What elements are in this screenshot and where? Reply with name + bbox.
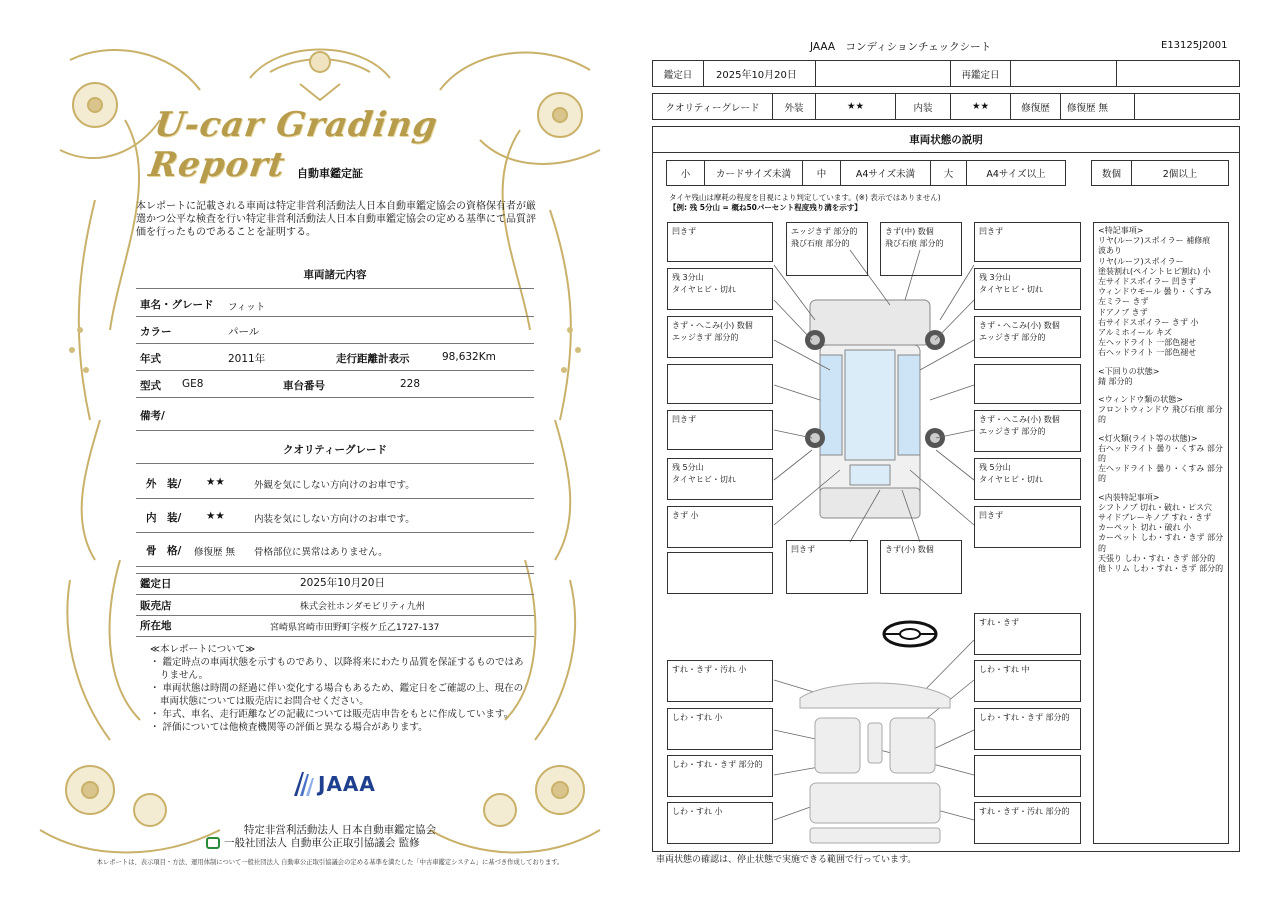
count-label: 数個 [1092,161,1132,185]
remark-line: <下回りの状態> [1098,366,1160,376]
remark-line: <内装特記事項> [1098,492,1160,502]
vehicle-section-title: 車両諸元内容 [303,269,367,281]
remark-line: リヤ(ルーフ)スポイラー 補修痕 [1098,236,1211,246]
remark-line: リヤ(ルーフ)スポイラー [1098,256,1184,266]
exterior-stars: ★★ [206,476,225,488]
ext-note-box: きず・へこみ(小) 数個 エッジきず 部分的 [667,316,773,358]
int-note-box: しわ・すれ 中 [974,660,1081,702]
frame-label: 骨 格/ [146,545,182,557]
remark-line: 他トリム しわ・すれ・きず 部分的 [1098,564,1224,574]
mileage-label: 走行距離計表示 [336,353,410,365]
notes-title: ≪本レポートについて≫ [150,644,256,655]
frame-desc: 骨格部位に異常はありません。 [254,547,388,558]
int-note-box: しわ・すれ・きず 部分的 [974,708,1081,750]
ext-note-box: きず・へこみ(小) 数個 エッジきず 部分的 [974,316,1081,358]
remark-line: 錆 部分的 [1098,376,1133,386]
name-value: フィット [228,302,266,313]
divider [136,430,534,431]
remark-line: シフトノブ 切れ・破れ・ピス穴 [1098,502,1213,512]
address-value: 宮崎県宮崎市田野町字桜ケ丘乙1727-137 [270,623,440,633]
int-note-box: しわ・すれ 小 [667,802,773,844]
int-note-box [974,755,1081,797]
ext-note-box: 凹きず [786,540,868,594]
remark-line [1098,426,1224,434]
ext-note-box: 残 5分山 タイヤヒビ・切れ [974,458,1081,500]
ext-note-box: 残 3分山 タイヤヒビ・切れ [667,268,773,310]
ext-note-box: 残 3分山 タイヤヒビ・切れ [974,268,1081,310]
remark-line: サイドブレーキノブ すれ・きず [1098,513,1212,523]
divider [136,288,534,289]
divider [136,463,534,464]
exterior-desc: 外観を気にしない方向けのお車です。 [254,480,415,491]
chassis-label: 車台番号 [283,380,325,392]
org-name-2-row [206,835,446,850]
date-label: 鑑定日 [140,578,172,590]
sheet-footer: 車両状態の確認は、停止状態で実施できる範囲で行っています。 [656,855,917,865]
interior-seat-diagram [790,678,960,848]
divider [136,532,534,533]
divider [136,343,534,344]
steering-wheel-icon [880,618,940,650]
jaaa-logo [292,770,376,798]
ext-note-box [974,364,1081,404]
remark-line: ウィンドウモール 曇り・くすみ [1098,287,1212,297]
mileage-value: 98,632Km [442,351,496,363]
remark-line: 右サイドスポイラー きず 小 [1098,317,1199,327]
divider [136,498,534,499]
reeval-label: 再鑑定日 [951,61,1011,86]
ext-note-box: きず(中) 数個 飛び石痕 部分的 [880,222,962,276]
ext-note-box: きず・へこみ(小) 数個 エッジきず 部分的 [974,410,1081,452]
divider [136,370,534,371]
color-value: パール [228,326,260,338]
remark-line: 右ヘッドライト 一部色褪せ [1098,348,1197,358]
divider [136,566,534,567]
divider [136,615,534,616]
year-label: 年式 [140,353,161,365]
remark-line: <ウィンドウ類の状態> [1098,395,1183,405]
int-value: ★★ [951,94,1011,119]
size-mid: 中 [803,161,841,185]
ext-note-box: きず(小) 数個 [880,540,962,594]
repair-label: 修復歴 [1011,94,1061,119]
tire-note-2: 【例: 残 5分山 = 概ね50パーセント程度残り溝を示す】 [669,203,862,212]
sheet-title: JAAA コンディションチェックシート [810,41,992,53]
int-note-box: すれ・きず・汚れ 部分的 [974,802,1081,844]
size-mid-desc: A4サイズ未満 [841,161,931,185]
note-item: ・ 評価については他検査機関等の評価と異なる場合があります。 [150,722,428,733]
ext-note-box: 凹きず [974,506,1081,548]
model-value: GE8 [182,378,204,390]
dealer-label: 販売店 [140,600,172,612]
date-label: 鑑定日 [653,61,704,86]
report-notes [150,643,530,734]
divider [136,636,534,637]
jaaa-emblem-icon [292,770,314,798]
remark-line: 左ヘッドライト 一部色褪せ [1098,338,1197,348]
remark-line: 左ミラー きず [1098,297,1149,307]
remark-line: <特記事項> [1098,226,1144,235]
remark-line: <灯火類(ライト等の状態)> [1098,433,1198,443]
interior-desc: 内装を気にしない方向けのお車です。 [254,514,415,525]
ext-note-box: 残 5分山 タイヤヒビ・切れ [667,458,773,500]
tire-note-1: タイヤ残山は摩耗の程度を目視により判定しています。(※) 表示ではありません) [669,193,941,202]
fair-trade-mark-icon [206,837,220,849]
ext-note-box: 凹きず [667,222,773,262]
remark-line: 天張り しわ・すれ・きず 部分的 [1098,553,1216,563]
remarks-list [1098,226,1224,574]
frame-value: 修復歴 無 [194,547,236,558]
ext-note-box: 凹きず [667,410,773,450]
remarks-label: 備考/ [140,410,165,422]
ext-note-box [667,552,773,594]
remark-line: アルミホイール キズ [1098,328,1172,338]
size-small: 小 [667,161,705,185]
org-name-2: 一般社団法人 自動車公正取引協議会 監修 [224,837,420,849]
script-title: U-car Grading Report [146,105,441,185]
ext-label: 外装 [773,94,816,119]
remark-line: 左ヘッドライト 曇り・くすみ 部分的 [1098,464,1223,484]
interior-stars: ★★ [206,510,225,522]
intro-text: 本レポートに記載される車両は特定非営利活動法人日本自動車鑑定協会の資格保有者が厳選かつ公平な検査を行い特定非営利活動法人日本自動車鑑定協会の定める基準にて品質評価を行ったものであることを証明する。 [136,201,536,238]
int-note-box: しわ・すれ 小 [667,708,773,750]
count-value: 2個以上 [1162,169,1198,180]
name-label: 車名・グレード [140,299,214,311]
doc-id: E13125J2001 [1161,40,1228,51]
int-note-box: すれ・きず [974,613,1081,655]
remark-line: カーペット しわ・すれ・きず 部分的 [1098,533,1224,553]
certificate-subtitle: 自動車鑑定証 [297,167,363,180]
ext-value: ★★ [816,94,896,119]
note-item: ・ 年式、車名、走行距離などの記載については販売店申告をもとに作成しています。 [150,709,514,720]
remark-line: ドアノブ きず [1098,307,1148,317]
repair-value: 修復歴 無 [1061,94,1135,119]
size-large: 大 [931,161,967,185]
int-label: 内装 [896,94,951,119]
ext-note-box: 凹きず [974,222,1081,262]
divider [136,573,534,574]
remark-line: 塗装割れ(ペイントヒビ割れ) 小 [1098,266,1211,276]
address-label: 所在地 [140,620,172,632]
model-label: 型式 [140,380,161,392]
divider [136,397,534,398]
color-label: カラー [140,326,172,338]
divider [136,594,534,595]
remark-line: フロントウィンドウ 飛び石痕 部分的 [1098,405,1223,425]
size-small-desc: カードサイズ未満 [705,161,803,185]
date-value: 2025年10月20日 [704,61,816,86]
org-name-1: 特定非営利活動法人 日本自動車鑑定協会 [243,824,437,836]
dealer-value: 株式会社ホンダモビリティ九州 [300,602,425,612]
divider [136,316,534,317]
remark-line [1098,387,1224,395]
note-item: ・ 鑑定時点の車両状態を示すものであり、以降将来にわたり品質を保証するものではありません。 [150,657,524,681]
remark-line: 右ヘッドライト 曇り・くすみ 部分的 [1098,443,1223,464]
remark-line: カーペット 切れ・破れ 小 [1098,523,1192,533]
year-value: 2011年 [228,353,266,365]
condition-check-sheet [640,0,1280,904]
ext-note-box: きず 小 [667,506,773,548]
remarks-box [1093,222,1229,844]
remark-line [1098,485,1224,493]
int-note-box: すれ・きず・汚れ 小 [667,660,773,702]
section-title: 車両状態の説明 [652,126,1240,153]
ext-note-box: エッジきず 部分的 飛び石痕 部分的 [786,222,868,276]
exterior-label: 外 装/ [146,478,182,490]
remark-line: 波あり [1098,246,1122,256]
interior-label: 内 装/ [146,512,182,524]
jaaa-logo-text: JAAA [318,772,376,796]
quality-section-title: クオリティーグレード [283,444,387,456]
ext-note-box [667,364,773,404]
note-item: ・ 車両状態は時間の経過に伴い変化する場合もあるため、鑑定日をご確認の上、現在の車両状態については販売店にお問合せください。 [150,683,524,707]
chassis-value: 228 [400,378,421,390]
remark-line: 左サイドスポイラー 凹きず [1098,277,1196,287]
int-note-box: しわ・すれ・きず 部分的 [667,755,773,797]
remark-line [1098,359,1224,367]
size-large-desc: A4サイズ以上 [986,169,1046,180]
date-value: 2025年10月20日 [300,577,385,589]
qg-label: クオリティーグレード [653,94,773,119]
fine-print: 本レポートは、表示項目・方法、運用体制について一般社団法人 自動車公正取引協議会の定める基準を満たした「中古車鑑定システム」に基づき作成しております。 [96,859,564,866]
